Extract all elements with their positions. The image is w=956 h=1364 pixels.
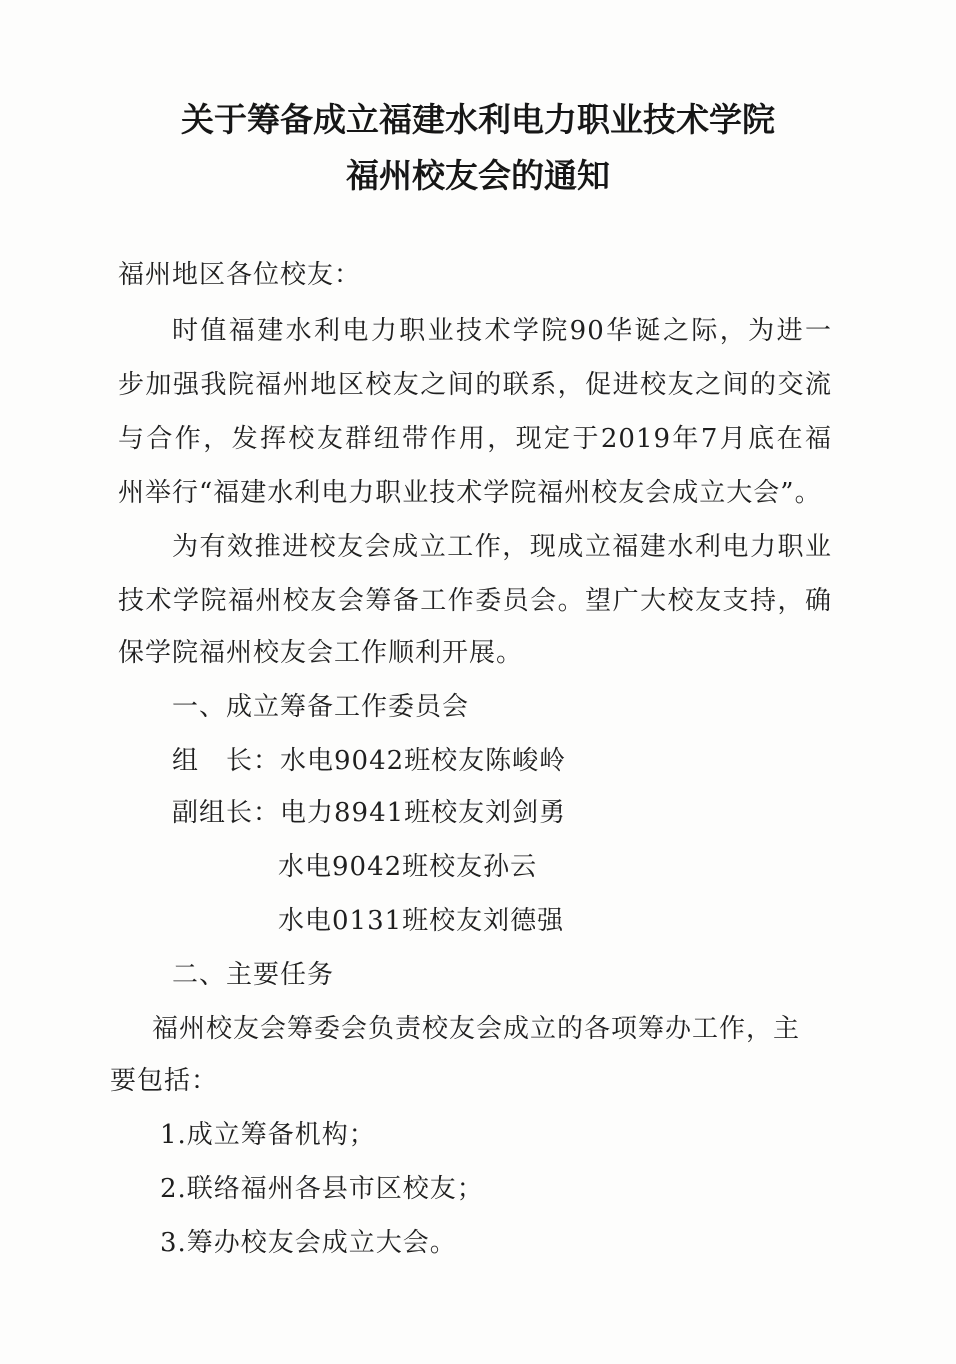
task-item-1: 1.成立筹备机构； — [160, 1120, 376, 1150]
paragraph-1-line-2: 步加强我院福州地区校友之间的联系，促进校友之间的交流 — [118, 370, 832, 400]
roster-deputy-2: 水电9042班校友孙云 — [278, 852, 538, 882]
document-title-line-2: 福州校友会的通知 — [346, 156, 610, 195]
paragraph-1-line-3: 与合作，发挥校友群纽带作用，现定于2019年7月底在福 — [118, 424, 832, 454]
roster-deputy-1: 副组长：电力8941班校友刘剑勇 — [172, 798, 567, 828]
salutation: 福州地区各位校友： — [118, 260, 362, 290]
task-item-2: 2.联络福州各县市区校友； — [160, 1174, 484, 1204]
paragraph-3-line-2: 要包括： — [110, 1066, 219, 1096]
section-1-heading: 一、成立筹备工作委员会 — [172, 692, 470, 722]
section-2-heading: 二、主要任务 — [172, 960, 335, 990]
document-title-line-1: 关于筹备成立福建水利电力职业技术学院 — [181, 100, 775, 139]
paragraph-1-line-1: 时值福建水利电力职业技术学院90华诞之际，为进一 — [172, 316, 832, 346]
roster-leader: 组 长：水电9042班校友陈峻岭 — [172, 746, 567, 776]
paragraph-2-line-1: 为有效推进校友会成立工作，现成立福建水利电力职业 — [172, 532, 832, 562]
paragraph-2-line-2: 技术学院福州校友会筹备工作委员会。望广大校友支持，确 — [118, 586, 832, 616]
roster-deputy-3: 水电0131班校友刘德强 — [278, 906, 565, 936]
paragraph-3-line-1: 福州校友会筹委会负责校友会成立的各项筹办工作，主 — [152, 1014, 801, 1044]
task-item-3: 3.筹办校友会成立大会。 — [160, 1228, 457, 1258]
paragraph-1-line-4: 州举行“福建水利电力职业技术学院福州校友会成立大会”。 — [118, 478, 822, 508]
paragraph-2-line-3: 保学院福州校友会工作顺利开展。 — [118, 638, 524, 668]
